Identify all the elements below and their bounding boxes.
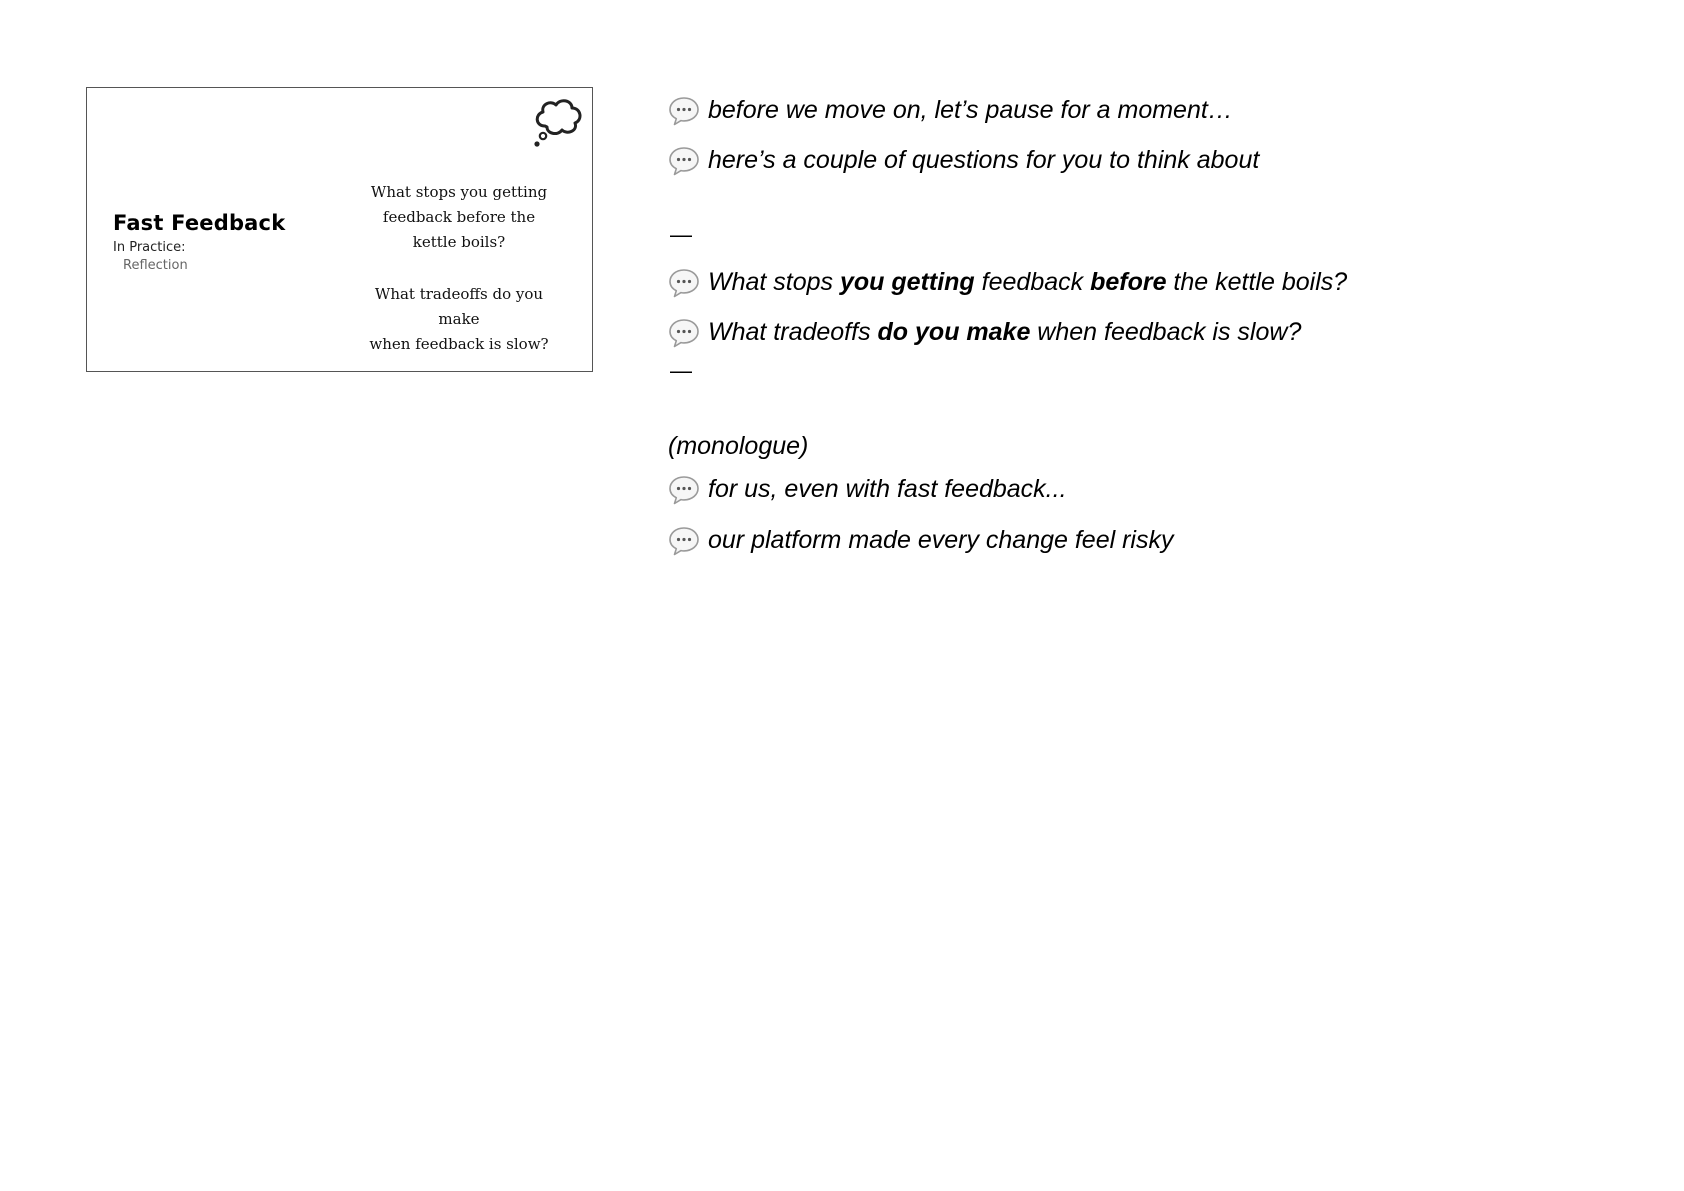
note-text: our platform made every change feel risky — [708, 526, 1174, 554]
note-text: feedback — [974, 268, 1091, 296]
slide-question-1-line: kettle boils? — [412, 233, 506, 251]
monologue-label: (monologue) — [668, 432, 809, 460]
speech-bubble-icon — [668, 265, 698, 299]
note-emphasis: you getting — [840, 268, 975, 296]
slide-question-2-line: What tradeoffs do you make — [374, 285, 544, 328]
slide-question-1 — [359, 180, 559, 255]
note-text: when feedback is slow? — [1030, 318, 1302, 346]
note-line-2 — [668, 143, 1259, 177]
slide-thumbnail — [86, 87, 593, 372]
slide-subtitle: In Practice: — [113, 240, 186, 255]
note-text: What tradeoffs — [708, 318, 878, 346]
note-text: the kettle boils? — [1166, 268, 1348, 296]
speech-bubble-icon — [668, 143, 698, 177]
note-text: here’s a couple of questions for you to think about — [708, 146, 1260, 174]
note-emphasis: before — [1090, 268, 1167, 296]
thought-bubble-icon — [529, 96, 585, 152]
slide-subsubtitle: Reflection — [123, 258, 188, 273]
speech-bubble-icon — [668, 472, 698, 506]
note-line-3 — [668, 472, 1067, 506]
separator-dash: — — [670, 358, 692, 383]
note-emphasis: do you make — [877, 318, 1031, 346]
note-text: What stops — [708, 268, 840, 296]
note-text: before we move on, let’s pause for a moment… — [708, 96, 1233, 124]
note-text: for us, even with fast feedback... — [708, 475, 1067, 503]
speech-bubble-icon — [668, 523, 698, 557]
separator-dash: — — [670, 222, 692, 247]
slide-question-2 — [359, 282, 559, 357]
note-question-1 — [668, 265, 1347, 299]
speech-bubble-icon — [668, 315, 698, 349]
slide-question-2-line: when feedback is slow? — [369, 335, 549, 353]
slide-question-1-line: feedback before the — [382, 208, 536, 226]
slide-title: Fast Feedback — [113, 211, 286, 235]
note-line-1 — [668, 93, 1233, 127]
speech-bubble-icon — [668, 93, 698, 127]
slide-question-1-line: What stops you getting — [370, 183, 548, 201]
note-line-4 — [668, 523, 1174, 557]
note-question-2 — [668, 315, 1301, 349]
